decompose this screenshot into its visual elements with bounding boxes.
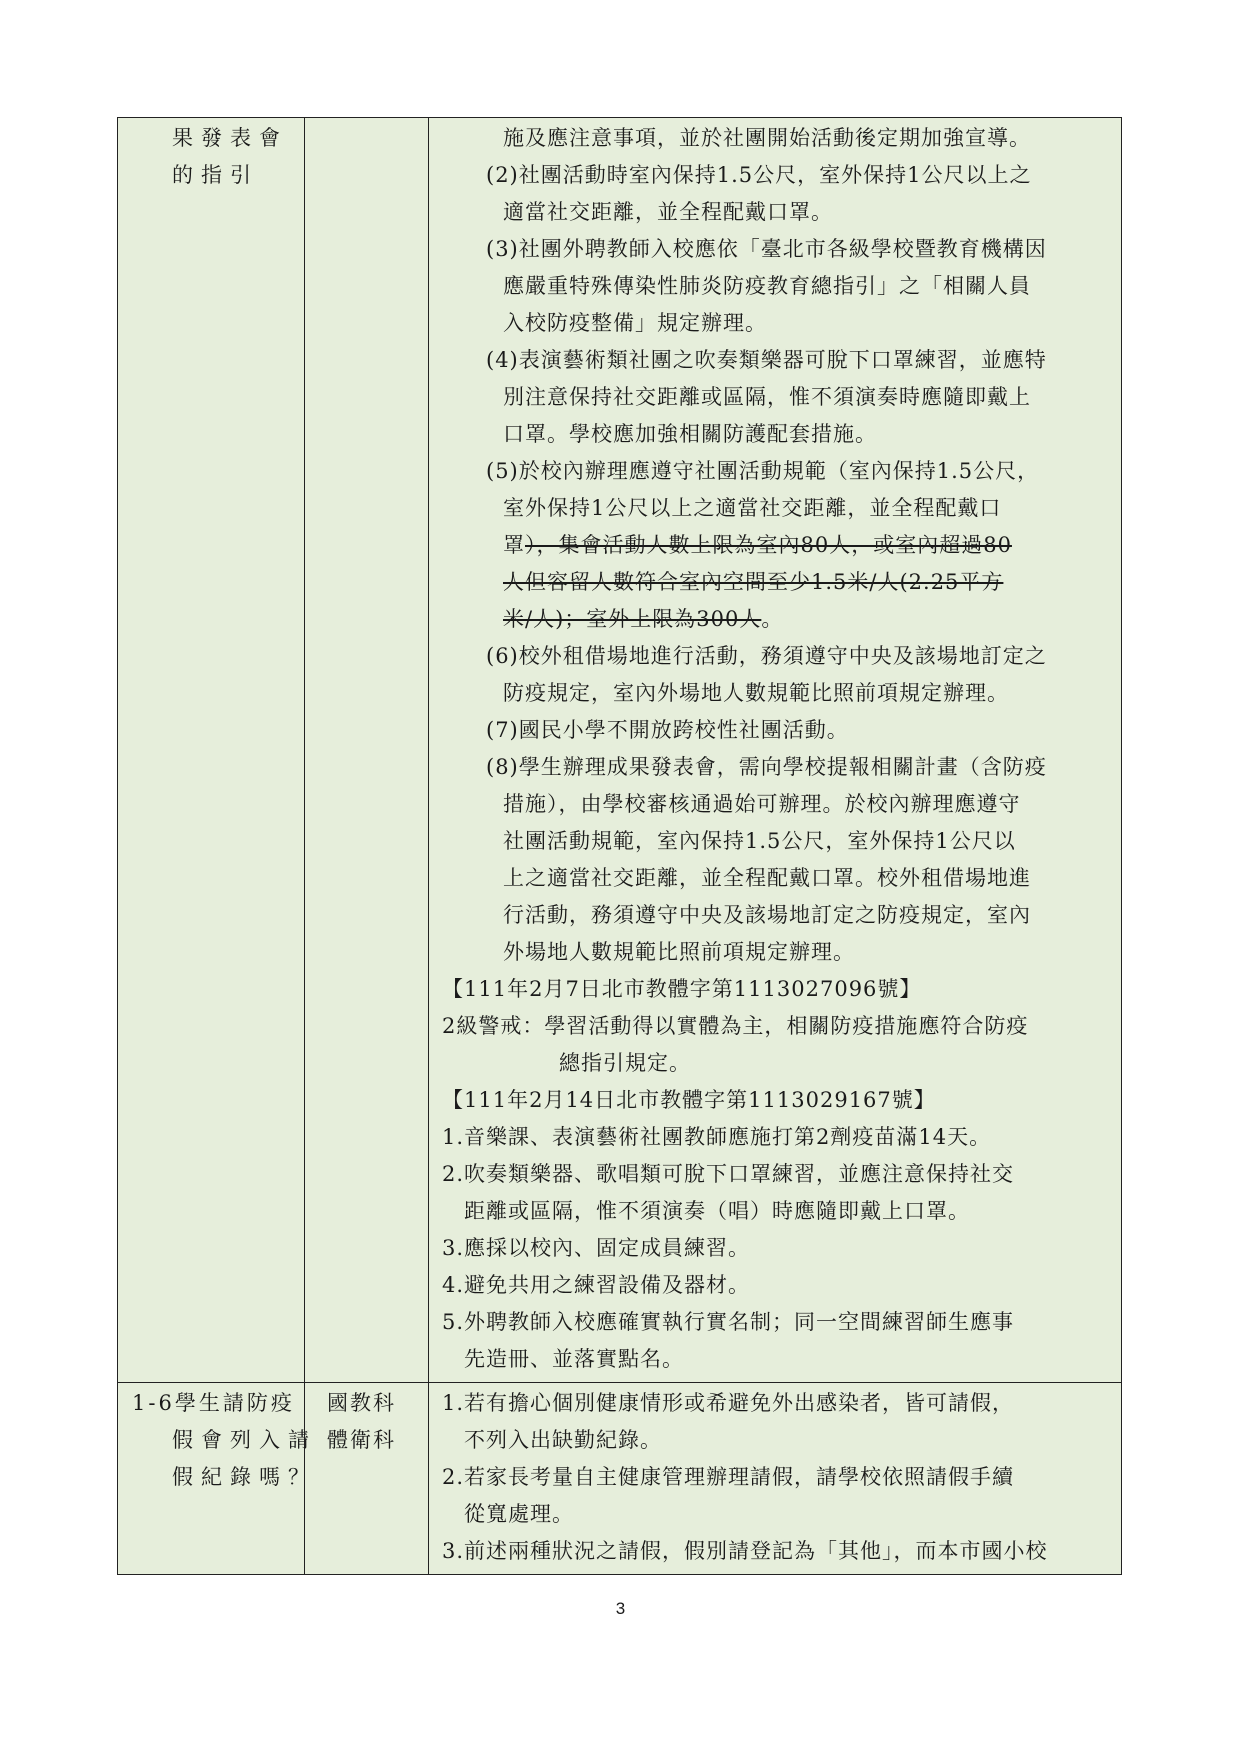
answer-text: 4.避免共用之練習設備及器材。 [442,1273,751,1297]
answer-text: (5)於校內辦理應遵守社團活動規範（室內保持1.5公尺， [486,459,1040,483]
question-line: 假會列入請 [172,1428,317,1452]
unit-name: 國教科 [327,1391,396,1415]
answer-text: (7)國民小學不開放跨校性社團活動。 [486,718,849,742]
answer-line [442,601,1121,638]
answer-line [442,120,1121,157]
answer-line [442,1156,1121,1193]
answer-text: 3.應採以校內、固定成員練習。 [442,1236,751,1260]
answer-line [442,1496,1121,1533]
question-cell [118,118,305,1383]
answer-text: 應嚴重特殊傳染性肺炎防疫教育總指引」之「相關人員 [503,274,1031,298]
answer-line [442,712,1121,749]
question-line: 的指引 [172,163,259,187]
answer-text: 不列入出缺勤紀錄。 [464,1428,662,1452]
answer-text: (8)學生辦理成果發表會，需向學校提報相關計畫（含防疫 [486,755,1047,779]
answer-line [442,1008,1121,1045]
answer-text: 措施），由學校審核通過始可辦理。於校內辦理應遵守 [503,792,1021,816]
answer-text: 行活動，務須遵守中央及該場地訂定之防疫規定，室內 [503,903,1031,927]
table-row [118,118,1122,1383]
answer-line [442,749,1121,786]
answer-text: 上之適當社交距離，並全程配戴口罩。校外租借場地進 [503,866,1031,890]
answer-cell [429,1383,1122,1575]
question-line: 1-6學生請防疫 [132,1391,295,1415]
answer-line [442,823,1121,860]
answer-line [442,564,1121,601]
answer-text: 罩 [503,533,525,557]
unit-cell [305,1383,429,1575]
answer-text: 距離或區隔，惟不須演奏（唱）時應隨即戴上口罩。 [464,1199,970,1223]
answer-line [442,379,1121,416]
answer-text: 【111年2月7日北市教體字第1113027096號】 [442,977,922,1001]
answer-line [442,453,1121,490]
unit-name: 體衛科 [327,1428,396,1452]
answer-text: 總指引規定。 [559,1051,691,1075]
answer-text: (4)表演藝術類社團之吹奏類樂器可脫下口罩練習，並應特 [486,348,1047,372]
answer-line [442,231,1121,268]
answer-line [442,194,1121,231]
answer-line [442,305,1121,342]
answer-text: 。 [761,607,784,631]
answer-text: 2級警戒：學習活動得以實體為主，相關防疫措施應符合防疫 [442,1014,1029,1038]
answer-cell [429,118,1122,1383]
answer-line [442,1385,1121,1422]
answer-line [442,1230,1121,1267]
answer-line [442,342,1121,379]
page-number: 3 [615,1599,626,1618]
answer-text: 【111年2月14日北市教體字第1113029167號】 [442,1088,936,1112]
answer-text: 1.若有擔心個別健康情形或希避免外出感染者，皆可請假， [442,1391,1015,1415]
answer-text: 3.前述兩種狀況之請假，假別請登記為「其他」，而本市國小校 [442,1539,1048,1563]
answer-line [442,934,1121,971]
answer-line [442,527,1121,564]
answer-text: 防疫規定，室內外場地人數規範比照前項規定辦理。 [503,681,1009,705]
faq-table [117,117,1122,1575]
answer-text: 2.吹奏類樂器、歌唱類可脫下口罩練習，並應注意保持社交 [442,1162,1015,1186]
answer-line [442,1341,1121,1378]
question-line: 假紀錄嗎？ [172,1465,317,1489]
answer-line [442,1533,1121,1570]
answer-line [442,1459,1121,1496]
answer-text: 5.外聘教師入校應確實執行實名制；同一空間練習師生應事 [442,1310,1015,1334]
question-cell [118,1383,317,1575]
answer-line [442,860,1121,897]
answer-line [442,638,1121,675]
answer-line [442,1422,1121,1459]
answer-text: 社團活動規範，室內保持1.5公尺，室外保持1公尺以 [503,829,1016,853]
answer-text: (2)社團活動時室內保持1.5公尺，室外保持1公尺以上之 [486,163,1032,187]
answer-line [442,675,1121,712]
answer-line [442,1119,1121,1156]
answer-line [442,1082,1121,1119]
deleted-text: 米/人)；室外上限為300人 [503,607,762,631]
answer-line [442,1267,1121,1304]
deleted-text: 人但容留人數符合室內空間至少1.5米/人(2.25平方 [503,570,1004,594]
answer-text: (3)社團外聘教師入校應依「臺北市各級學校暨教育機構因 [486,237,1047,261]
answer-line [442,157,1121,194]
answer-line [442,490,1121,527]
answer-line [442,1304,1121,1341]
answer-text: 外場地人數規範比照前項規定辦理。 [503,940,855,964]
answer-line [442,268,1121,305]
answer-text: 適當社交距離，並全程配戴口罩。 [503,200,833,224]
answer-line [442,1045,1121,1082]
answer-text: 先造冊、並落實點名。 [464,1347,684,1371]
question-line: 果發表會 [172,126,288,150]
answer-line [442,1193,1121,1230]
table-row [118,1383,1122,1575]
answer-text: 2.若家長考量自主健康管理辦理請假，請學校依照請假手續 [442,1465,1015,1489]
deleted-text: ），集會活動人數上限為室內80人，或室內超過80 [525,533,1012,557]
answer-text: 施及應注意事項，並於社團開始活動後定期加強宣導。 [503,126,1031,150]
answer-text: 口罩。學校應加強相關防護配套措施。 [503,422,877,446]
unit-cell [305,118,429,1383]
answer-line [442,897,1121,934]
answer-text: 從寬處理。 [464,1502,574,1526]
answer-text: 別注意保持社交距離或區隔，惟不須演奏時應隨即戴上 [503,385,1031,409]
answer-line [442,971,1121,1008]
answer-text: 室外保持1公尺以上之適當社交距離，並全程配戴口 [503,496,1002,520]
answer-line [442,786,1121,823]
answer-text: 入校防疫整備」規定辦理。 [503,311,767,335]
answer-text: 1.音樂課、表演藝術社團教師應施打第2劑疫苗滿14天。 [442,1125,992,1149]
answer-line [442,416,1121,453]
answer-text: (6)校外租借場地進行活動，務須遵守中央及該場地訂定之 [486,644,1047,668]
